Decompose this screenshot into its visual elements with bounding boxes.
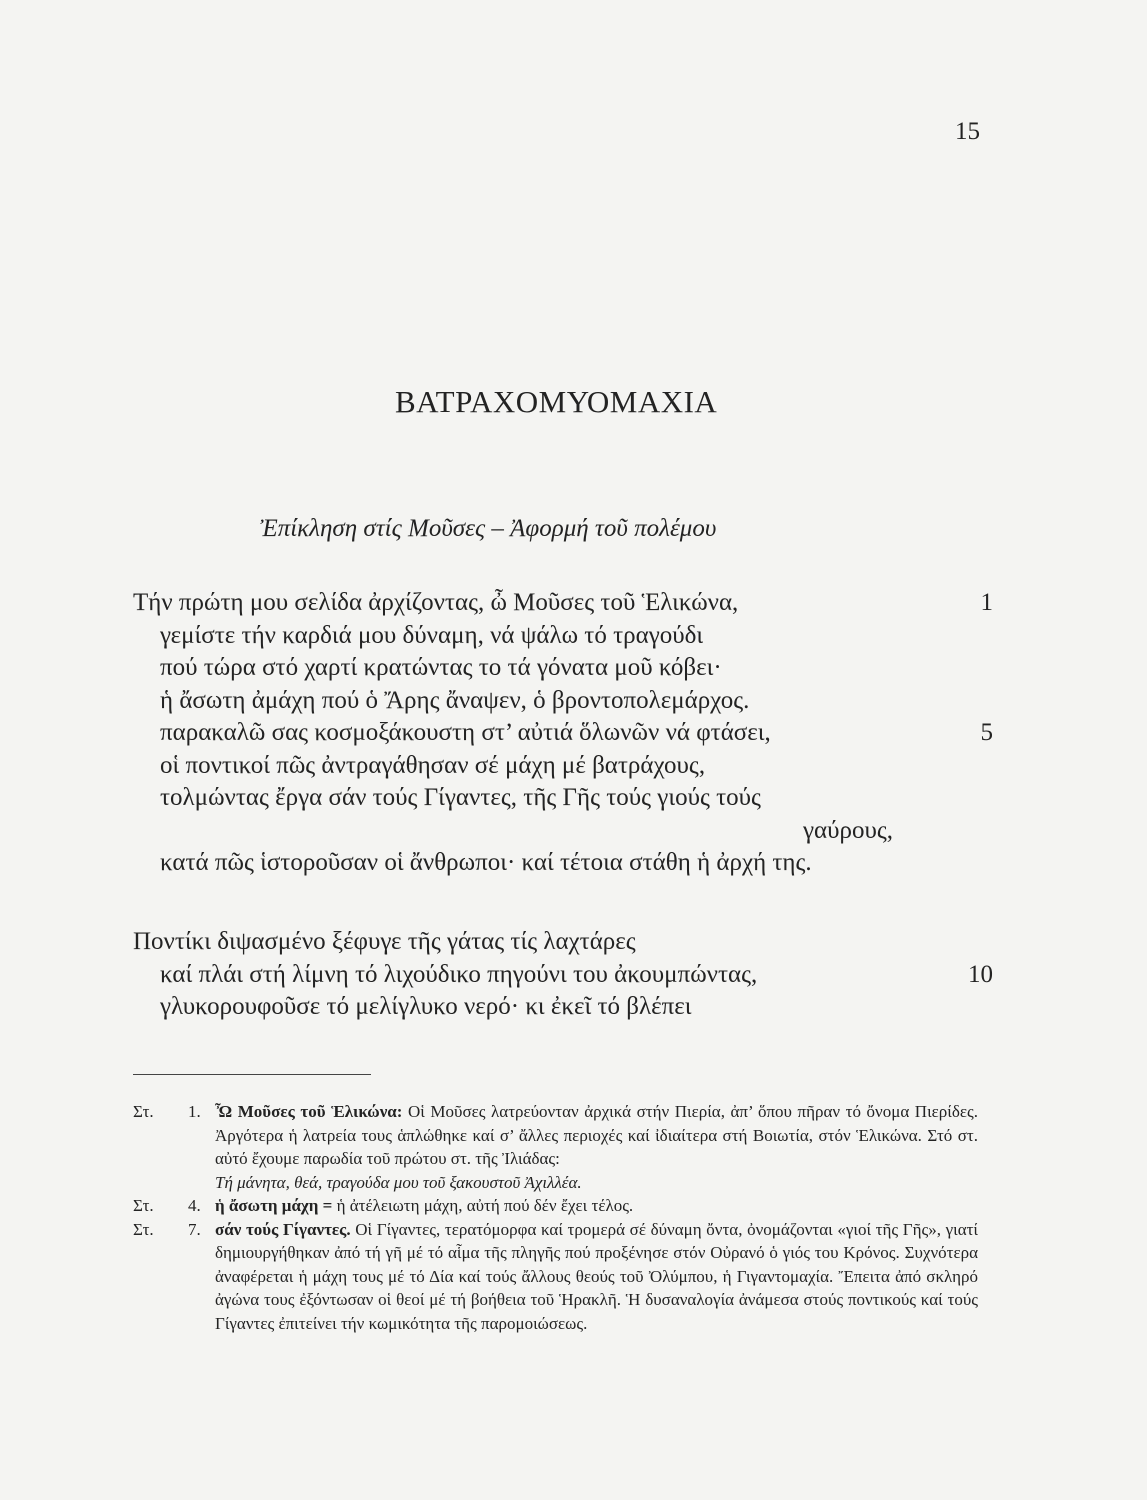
footnote-text: Οἱ Μοῦσες λατρεύονταν ἀρχικά στήν Πιερία, ἀπ’ ὅπου πῆραν τό ὄνομα Πιερίδες. Ἀργότερα ἡ λατρεία τους ἁπλώθηκε καί σ’ ἄλλες περιοχές καί ἰδιαίτερα στή Βοιωτία, στόν Ἑλικώνα. Στό στ. αὐτό ἔχουμε παρωδία τοῦ πρώτου στ. τῆς Ἰλιάδας: xyxy=(215,1102,978,1168)
page-title: ΒΑΤΡΑΧΟΜΥΟΜΑΧΙΑ xyxy=(395,384,718,419)
footnote-lemma: ἡ ἄσωτη μάχη = xyxy=(215,1196,333,1215)
footnote-text: Οἱ Γίγαντες, τερατόμορφα καί τρομερά σέ δύναμη ὄντα, ὀνομάζονται «γιοί τῆς Γῆς», γιατί δημιουργήθηκαν ἀπό τή γῆ μέ τό αἷμα τῆς πληγῆς πού προξένησε στόν Οὐρανό ὁ γιός του Κρόνος. Συχνότερα ἀναφέρεται ἡ μάχη τους μέ τό Δία καί τούς ἄλλους θεούς τοῦ Ὀλύμπου, ἡ Γιγαντομαχία. Ἔπειτα ἀπό σκληρό ἀγώνα τους ἐξόντωσαν οἱ θεοί μέ τή βοήθεια τοῦ Ἡρακλῆ. Ἡ δυσαναλογία ἀνάμεσα στούς ποντικούς καί τούς Γίγαντες ἐπιτείνει τήν κωμικότητα τῆς παρομοιώσεως. xyxy=(215,1219,979,1333)
verse-text: γαύρους, xyxy=(802,816,893,844)
verse-line xyxy=(133,620,993,653)
verse-text: Ποντίκι διψασμένο ξέφυγε τῆς γάτας τίς λαχτάρες xyxy=(133,928,636,955)
verse-line xyxy=(133,717,993,750)
verse-line xyxy=(133,685,993,718)
verse-text: γλυκορουφοῦσε τό μελίγλυκο νερό· κι ἐκεῖ τό βλέπει xyxy=(160,993,692,1020)
line-number: 10 xyxy=(968,960,993,988)
verse-text: παρακαλῶ σας κοσμοξάκουστη στ’ αὐτιά ὅλωνῶν νά φτάσει, xyxy=(160,719,771,746)
verse-text: κατά πῶς ἱστοροῦσαν οἱ ἄνθρωποι· καί τέτοια στάθη ἡ ἀρχή της. xyxy=(160,849,812,876)
footnote-number: 4. xyxy=(188,1196,201,1215)
verse-line xyxy=(133,587,993,620)
footnote-lemma: σάν τούς Γίγαντες. xyxy=(215,1219,351,1239)
verse-text: γεμίστε τήν καρδιά μου δύναμη, νά ψάλω τό τραγούδι xyxy=(160,621,704,649)
footnote-verse-abbr: Στ. xyxy=(133,1196,154,1215)
footnote-divider xyxy=(133,1074,371,1075)
footnote-number: 7. xyxy=(188,1219,201,1239)
verse-line xyxy=(133,926,993,959)
verse-line xyxy=(133,782,993,815)
footnote-verse-abbr: Στ. xyxy=(133,1102,154,1121)
verse-text: πού τώρα στό χαρτί κρατώντας το τά γόνατα μοῦ κόβει· xyxy=(160,654,722,681)
footnote-number: 1. xyxy=(188,1102,201,1121)
footnote xyxy=(133,1194,978,1218)
verse-line xyxy=(133,959,993,992)
footnote xyxy=(133,1218,978,1336)
verse-text: τολμώντας ἔργα σάν τούς Γίγαντες, τῆς Γῆς τούς γιούς τούς xyxy=(160,784,761,811)
line-number: 1 xyxy=(980,589,993,616)
verse-line xyxy=(133,652,993,685)
section-subtitle: Ἐπίκληση στίς Μοῦσες – Ἀφορμή τοῦ πολέμου xyxy=(260,515,717,542)
footnote-text: ἡ ἀτέλειωτη μάχη, αὐτή πού δέν ἔχει τέλος. xyxy=(336,1196,634,1215)
verse-line xyxy=(133,815,993,848)
footnote-quote: Τή μάνητα, θεά, τραγούδα μου τοῦ ξακουστοῦ Ἀχιλλέα. xyxy=(215,1172,582,1192)
verse-line xyxy=(133,847,993,880)
verse-line xyxy=(133,991,993,1024)
page-number: 15 xyxy=(955,118,980,145)
verse-text: Τήν πρώτη μου σελίδα ἀρχίζοντας, ὦ Μοῦσες τοῦ Ἑλικώνα, xyxy=(133,589,739,616)
line-number: 5 xyxy=(980,719,993,746)
verse-text: οἱ ποντικοί πῶς ἀντραγάθησαν σέ μάχη μέ βατράχους, xyxy=(160,751,706,779)
verse-stanza-1 xyxy=(133,587,993,880)
footnotes xyxy=(133,1100,978,1335)
footnote-verse-abbr: Στ. xyxy=(133,1219,154,1239)
footnote-lemma: Ὦ Μοῦσες τοῦ Ἑλικώνα: xyxy=(215,1102,403,1121)
verse-stanza-2 xyxy=(133,926,993,1024)
footnote xyxy=(133,1100,978,1194)
verse-text: ἡ ἄσωτη ἀμάχη πού ὁ Ἄρης ἄναψεν, ὁ βροντοπολεμάρχος. xyxy=(160,686,750,714)
verse-line xyxy=(133,750,993,783)
verse-text: καί πλάι στή λίμνη τό λιχούδικο πηγούνι του ἀκουμπώντας, xyxy=(160,960,758,988)
